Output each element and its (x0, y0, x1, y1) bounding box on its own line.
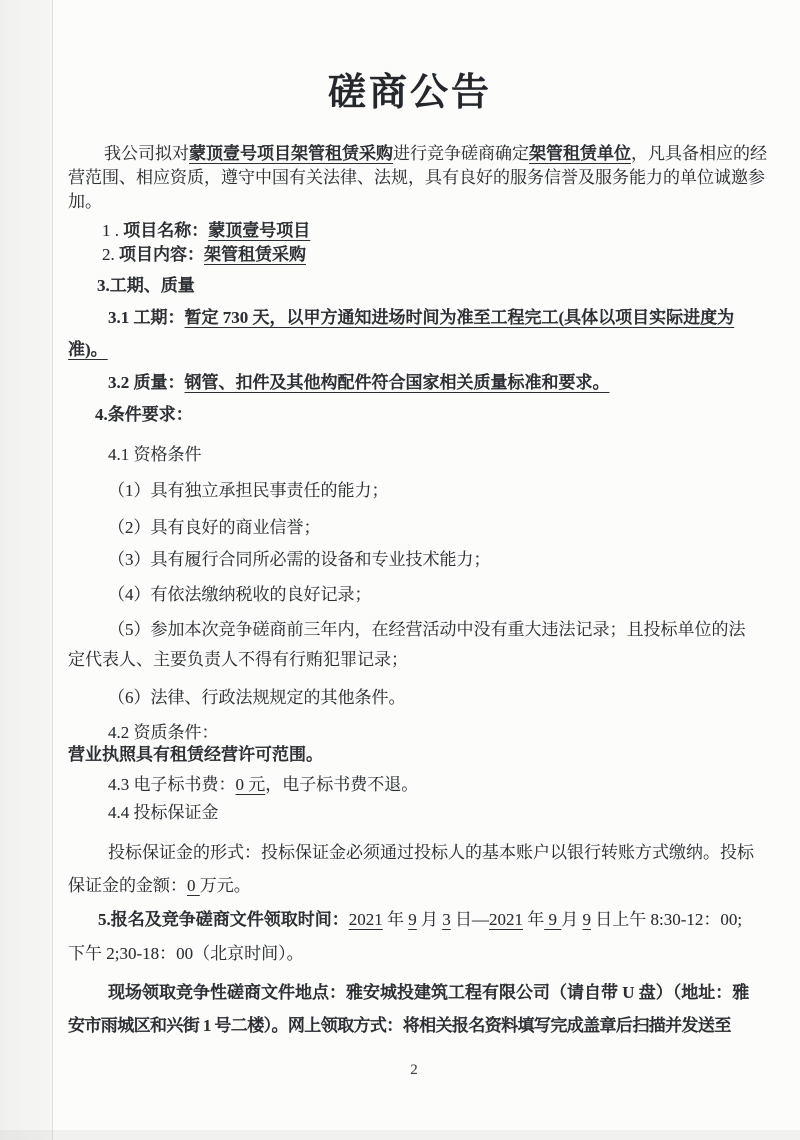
rental-unit-name: 架管租赁单位 (529, 144, 631, 163)
date-value: 3 (442, 910, 451, 929)
pickup-location: 现场领取竞争性磋商文件地点：雅安城投建筑工程有限公司（请自带 U 盘）（地址：雅 (108, 983, 750, 1002)
condition-item: （6）法律、行政法规规定的其他条件。 (108, 688, 406, 707)
schedule-text: 日— (450, 910, 489, 929)
condition-item: （5）参加本次竞争磋商前三年内，在经营活动中没有重大违法记录；且投标单位的法 定代表人、主要负责人不得有行贿犯罪记录； (68, 620, 746, 669)
project-content-item (68, 243, 774, 267)
procurement-project-name: 蒙顶壹号项目架管租赁采购 (189, 144, 393, 163)
intro-text: 我公司拟对 (104, 144, 189, 163)
intro-paragraph (68, 142, 774, 214)
condition-item: （3）具有履行合同所必需的设备和专业技术能力； (108, 550, 491, 569)
credential-requirement: 营业执照具有租赁经营许可范围。 (68, 745, 323, 764)
pickup-paragraph (68, 976, 774, 1042)
schedule-text: 日上午 8:30-12：00; (591, 910, 743, 929)
schedule-text: 月 (416, 910, 443, 929)
schedule-text: 月 (561, 910, 583, 929)
bid-bond-amount-label: 保证金的金额： (68, 876, 187, 895)
schedule-text: 年 (382, 910, 409, 929)
intro-text: 营范围、相应资质，遵守中国有关法律、法规，具有良好的服务信誉及服务能力的单位诚邀参 (68, 168, 765, 187)
duration-value: 准)。 (68, 340, 108, 359)
quality-value: 钢管、扣件及其他构配件符合国家相关质量标准和要求。 (184, 373, 610, 392)
schedule-text: 年 (523, 910, 545, 929)
bid-fee-paragraph (68, 773, 774, 797)
pickup-address: 安市雨城区和兴街 1 号二楼）。 (68, 1016, 288, 1035)
online-method-text: 将相关报名资料填写完成盖章后扫描并发送至 (402, 1016, 731, 1035)
schedule-paragraph (68, 903, 774, 971)
duration-paragraph (68, 302, 774, 366)
scan-edge-shading-left (0, 0, 53, 1140)
project-name-item (68, 219, 774, 243)
section-3-heading: 3.工期、质量 (97, 276, 195, 295)
condition-item: （1）具有独立承担民事责任的能力； (108, 481, 389, 500)
schedule-text: 下午 2;30-18：00（北京时间）。 (68, 944, 304, 963)
page-number: 2 (410, 1062, 418, 1078)
item-number: 1 . (102, 221, 124, 240)
bid-bond-amount-unit: 万元。 (199, 876, 251, 895)
item-label: 项目内容： (119, 245, 204, 264)
quality-label: 3.2 质量： (108, 373, 185, 392)
date-value: 9 (582, 910, 591, 929)
duration-label: 3.1 工期： (108, 308, 185, 327)
date-value: 2021 (348, 910, 383, 929)
intro-text: 进行竞争磋商确定 (393, 144, 529, 163)
bid-fee-note: ，电子标书费不退。 (265, 775, 419, 794)
date-value: 2021 (489, 910, 523, 929)
item-label: 项目名称： (123, 221, 209, 240)
bid-bond-heading: 4.4 投标保证金 (108, 803, 219, 822)
condition-item: （4）有依法缴纳税收的良好记录； (108, 585, 372, 604)
project-content-value: 架管租赁采购 (204, 245, 306, 264)
quality-paragraph (68, 371, 774, 395)
bid-fee-label: 4.3 电子标书费： (108, 775, 236, 794)
intro-text: 加。 (68, 192, 102, 211)
online-method-label: 网上领取方式： (287, 1016, 403, 1035)
section-4-heading: 4.条件要求： (95, 405, 193, 424)
item-number: 2. (102, 245, 119, 264)
bid-bond-paragraph: 投标保证金的形式：投标保证金必须通过投标人的基本账户以银行转账方式缴纳。投标 保证金的金额：0 万元。 (68, 843, 754, 895)
qualification-heading: 4.1 资格条件 (108, 445, 202, 464)
announcement-title: 磋商公告 (327, 72, 492, 114)
duration-value: 暂定 730 天，以甲方通知进场时间为准至工程完工(具体以项目实际进度为 (184, 308, 735, 327)
intro-text: ，凡具备相应的经 (631, 144, 767, 163)
condition-item: （2）具有良好的商业信誉； (108, 518, 321, 537)
bid-bond-amount: 0 (187, 876, 200, 895)
date-value: 9 (408, 910, 417, 929)
date-value: 9 (544, 910, 562, 929)
scan-edge-shading-bottom (0, 1130, 800, 1140)
schedule-label: 5.报名及竞争磋商文件领取时间： (98, 910, 349, 929)
project-name-value: 蒙顶壹号项目 (208, 221, 311, 240)
bid-fee-value: 0 元 (235, 775, 266, 794)
credential-heading: 4.2 资质条件： (108, 723, 219, 742)
